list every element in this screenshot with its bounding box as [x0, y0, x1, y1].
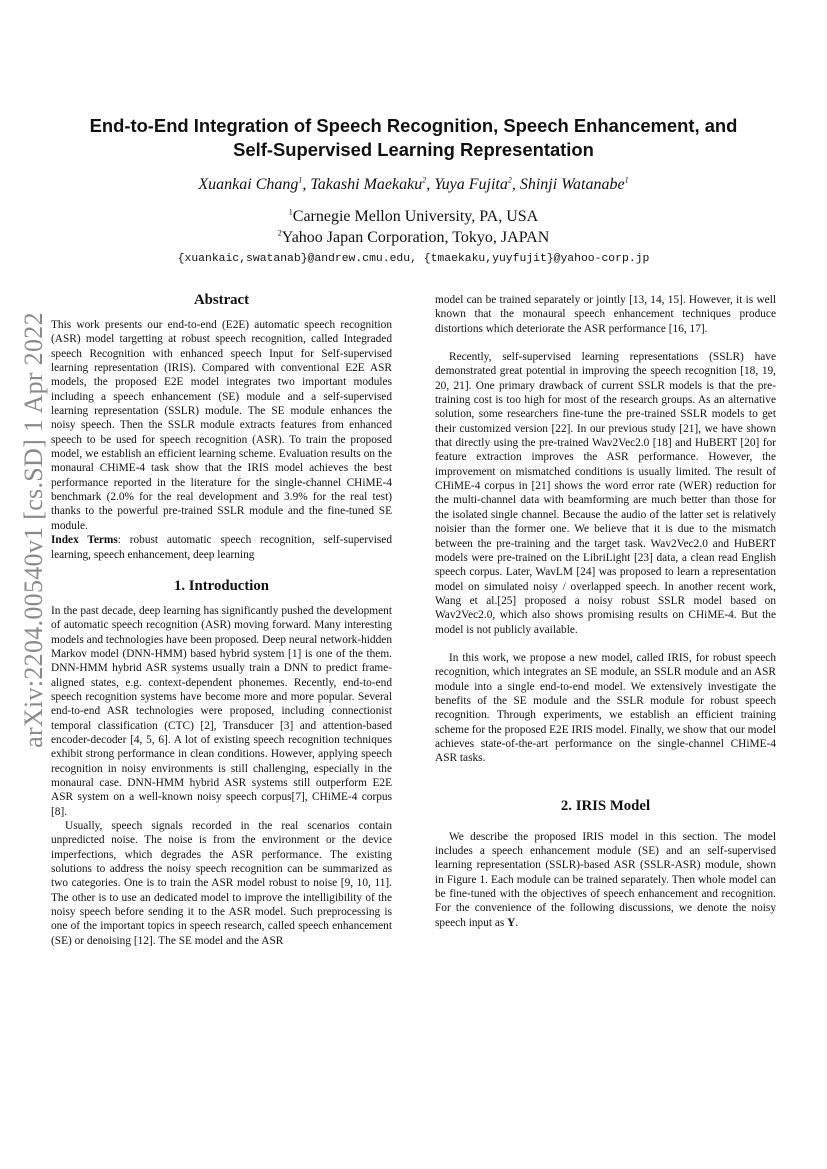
- author-name: Yuya Fujita: [434, 176, 508, 193]
- affiliation-text: Yahoo Japan Corporation, Tokyo, JAPAN: [281, 229, 550, 246]
- intro-paragraph-1: In the past decade, deep learning has significantly pushed the development of automatic speech recognition (ASR) moving forward. Many interesting models and technologies have been proposed. Deep neural network-hidden Markov model (DNN-HMM) based hybrid system [1] is one of the them. DNN-HMM hybrid ASR systems usually train a DNN to predict frame-aligned states, e.g. context-dependent phonemes. Recently, end-to-end speech recognition systems have become more and more popular. Several end-to-end ASR technologies were proposed, including connectionist temporal classification (CTC) [2], Transducer [3] and attention-based encoder-decoder [4, 5, 6]. A lot of existing speech recognition techniques exhibit strong performance in clean conditions. However, applying speech recognition in noisy environments is still challenging, especially in the monaural case. DNN-HMM hybrid ASR systems still outperform E2E ASR system on a well-known noisy speech corpus[7], CHiME-4 corpus [8].: [51, 604, 392, 818]
- author-affil-mark: 1: [298, 175, 303, 185]
- arxiv-id-text: arXiv:2204.00540v1 [cs.SD] 1 Apr 2022: [19, 312, 48, 748]
- arxiv-identifier-stamp: [14, 312, 54, 748]
- abstract-text: This work presents our end-to-end (E2E) automatic speech recognition (ASR) model targetting at robust speech recognition, called Integraded speech Recognition with enhanced speech Input for Self-supervised learning representation (IRIS). Compared with conventional E2E ASR models, the proposed E2E model integrates two important modules including a speech enhancement (SE) module and a self-supervised learning representation (SSLR) module. The SE module enhances the noisy speech. Then the SSLR module extracts features from enhanced speech to be used for speech recognition (ASR). To train the proposed model, we establish an efficient learning scheme. Evaluation results on the monaural CHiME-4 task show that the IRIS model achieves the best performance reported in the literature for the single-channel CHiME-4 benchmark (2.0% for the real development and 3.9% for the real test) thanks to the powerful pre-trained SSLR module and the fine-tuned SE module.: [51, 319, 392, 532]
- section-2-text: We describe the proposed IRIS model in this section. The model includes a speech enhancement module (SE) and an self-supervised learning representation (SSLR)-based ASR (SSLR-ASR) module, shown in Figure 1. Each module can be trained separately. Then whole model can be fine-tuned with the objectives of speech enhancement and recognition. For the convenience of the following discussions, we denote the noisy speech input as: [435, 830, 776, 929]
- author-affil-mark: 2: [422, 175, 427, 185]
- title-line-1: End-to-End Integration of Speech Recognition, Speech Enhancement, and: [89, 115, 738, 136]
- intro-paragraph-2: Usually, speech signals recorded in the real scenarios contain unpredicted noise. The noise is from the environment or the device imperfections, which degrades the ASR performance. The existing solutions to address the noisy speech recognition can be summarized as two categories. One is to train the ASR model robust to noise [9, 10, 11]. The other is to use an dedicated model to improve the intelligibility of the noisy speech before sending it to the ASR model. Such preprocessing is one of the important topics in speech research, called speech enhancement (SE) or denoising [12]. The SE model and the ASR: [51, 820, 392, 947]
- author-emails[interactable]: {xuankaic,swatanab}@andrew.cmu.edu, {tmaekaku,yuyfujit}@yahoo-corp.jp: [177, 253, 650, 265]
- index-terms: [51, 533, 392, 562]
- section-2-period: .: [515, 916, 519, 929]
- author-affil-mark: 2: [507, 175, 512, 185]
- author-name: Xuankai Chang: [198, 176, 299, 193]
- author-name: Takashi Maekaku: [310, 176, 423, 193]
- affiliation: [60, 206, 767, 227]
- abstract-heading: Abstract: [193, 292, 250, 308]
- right-paragraph-3: In this work, we propose a new model, called IRIS, for robust speech recognition, which integrates an SE module, an SSLR module and an ASR module into a single end-to-end model. We extensively investigate the benefits of the SE module and the SSLR module for robust speech recognition. Through experiments, we establish an efficient training scheme for the proposed E2E IRIS model. Finally, we show that our model achieves state-of-the-art performance on the single-channel CHiME-4 ASR tasks.: [435, 651, 776, 765]
- paper-title: [60, 114, 767, 162]
- affiliation-mark: 1: [288, 207, 293, 217]
- section-2-paragraph: [435, 830, 776, 930]
- right-column: [435, 293, 776, 930]
- title-line-2: Self-Supervised Learning Representation: [233, 139, 594, 160]
- index-terms-label: Index Terms: [51, 534, 118, 547]
- affiliation-text: Carnegie Mellon University, PA, USA: [292, 208, 539, 225]
- section-1-heading: 1. Introduction: [173, 577, 270, 594]
- index-terms-text: : robust automatic speech recognition, self-supervised learning, speech enhancement, deep learning: [51, 534, 392, 561]
- author-name: Shinji Watanabe: [519, 176, 625, 193]
- affiliation-list: [60, 206, 767, 248]
- right-paragraph-2: Recently, self-supervised learning representations (SSLR) have demonstrated great potential in improving the speech recognition [18, 19, 20, 21]. One primary drawback of current SSLR models is that the pre-training cost is too high for most of the research groups. As an alternative solution, some researchers fine-tune the pre-trained SSLR models to get their customized version [22]. In our previous study [21], we have shown that directly using the pre-trained Wav2Vec2.0 [18] and HuBERT [20] for feature extraction improves the ASR performance. However, the improvement on mismatched conditions is usually limited. The result of CHiME-4 corpus in [21] shows the word error rate (WER) reduction for the multi-channel data with beamforming are much better than those for the isolated single channel. Because the audio of the latter set is relatively noisier than the former one. We believe that it is due to the mismatch between the pre-training and the target task. Wav2Vec2.0 and HuBERT models were pre-trained on the LibriLight [23] data, a clean read English speech corpus. Later, WavLM [24] was proposed to learn a representation model on simulated noisy / overlapped speech. In another recent work, Wang et al.[25] proposed a noisy robust SSLR model based on Wav2Vec2.0, which also shows promising results on CHiME-4. But the model is not publicly available.: [435, 351, 776, 636]
- affiliation: [60, 227, 767, 248]
- left-column: [51, 290, 392, 948]
- author-affil-mark: 1: [624, 175, 629, 185]
- affiliation-mark: 2: [277, 228, 282, 238]
- section-2-heading: 2. IRIS Model: [560, 797, 651, 814]
- right-paragraph-1: model can be trained separately or jointly [13, 14, 15]. However, it is well known that the monaural speech enhancement techniques produce distortions which deteriorate the ASR performance [16, 17].: [435, 294, 776, 335]
- author-list: Xuankai Chang$^1$, Takashi Maekaku$^2$, Yuya Fujita$^2$, Shinji Watanabe$^1$: [198, 175, 629, 193]
- noisy-speech-symbol: Y: [507, 916, 516, 929]
